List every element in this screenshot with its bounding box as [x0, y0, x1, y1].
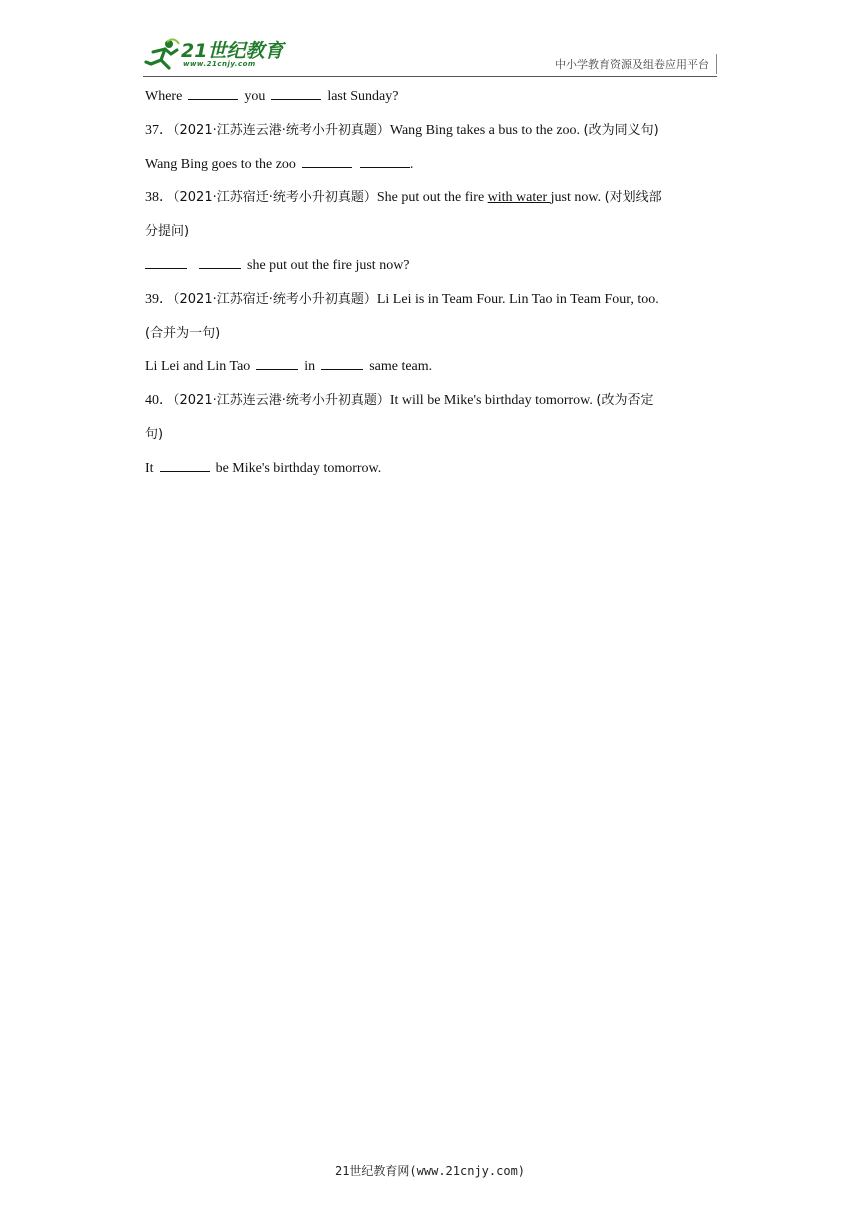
question-source: （2021·江苏宿迁·统考小升初真题）: [173, 291, 377, 307]
question-content: [145, 80, 720, 486]
answer-blank[interactable]: [160, 459, 210, 472]
q37-stem: [145, 114, 720, 148]
question-stem: Li Lei is in Team Four. Lin Tao in Team Four, too.: [376, 291, 659, 307]
answer-blank[interactable]: [321, 357, 363, 370]
answer-word: Where: [145, 89, 183, 104]
question-number: 39．: [145, 291, 173, 307]
answer-blank[interactable]: [256, 357, 298, 370]
question-number: 40．: [145, 393, 173, 409]
q38-stem: [145, 181, 720, 215]
header-tagline: 中小学教育资源及组卷应用平台: [555, 58, 709, 71]
question-stem: She put out the fire: [376, 190, 488, 206]
q38-instruction-cont: [145, 215, 720, 249]
question-instruction: (改为同义句): [583, 122, 659, 138]
question-source: （2021·江苏连云港·统考小升初真题）: [173, 122, 390, 138]
logo-url: www.21cnjy.com: [183, 60, 256, 68]
q40-instruction-cont: [145, 418, 720, 452]
site-logo: [143, 34, 283, 74]
page-footer: 21世纪教育网(www.21cnjy.com): [334, 1164, 526, 1178]
answer-blank[interactable]: [199, 256, 241, 269]
question-source: （2021·江苏宿迁·统考小升初真题）: [173, 190, 377, 206]
answer-text: Li Lei and Lin Tao: [145, 359, 251, 375]
page-header: [143, 34, 717, 77]
answer-blank[interactable]: [271, 87, 321, 100]
question-stem: Wang Bing takes a bus to the zoo.: [389, 122, 584, 138]
question-number: 37．: [145, 122, 173, 138]
q39-stem: [145, 283, 720, 317]
q39-instruction-line: [145, 317, 720, 351]
question-instruction: (改为否定: [596, 393, 654, 409]
answer-text: It: [145, 460, 154, 476]
answer-word: last Sunday?: [327, 89, 399, 104]
answer-text: in: [304, 359, 316, 375]
question-stem-rest: just now.: [550, 190, 605, 206]
answer-word: you: [244, 89, 266, 104]
q36-answer-line: [145, 80, 720, 114]
q40-answer-line: [145, 452, 720, 486]
question-stem: It will be Mike's birthday tomorrow.: [389, 393, 597, 409]
q40-stem: [145, 384, 720, 418]
answer-blank[interactable]: [145, 256, 187, 269]
running-man-logo-icon: [143, 38, 181, 70]
answer-text: Wang Bing goes to the zoo: [145, 156, 296, 172]
tagline-divider: [716, 54, 717, 74]
q37-answer-line: [145, 148, 720, 182]
answer-text: be Mike's birthday tomorrow.: [215, 460, 382, 476]
answer-blank[interactable]: [188, 87, 238, 100]
answer-blank[interactable]: [360, 155, 410, 168]
q38-answer-line: [145, 249, 720, 283]
answer-blank[interactable]: [302, 155, 352, 168]
logo-text: 21世纪教育: [181, 40, 284, 62]
question-instruction: 分提问): [145, 224, 190, 240]
question-instruction: (对划线部: [604, 190, 662, 206]
question-instruction: (合并为一句): [145, 325, 221, 341]
question-number: 38．: [145, 190, 173, 206]
question-instruction: 句): [145, 426, 164, 442]
answer-text: she put out the fire just now?: [247, 257, 410, 273]
underlined-phrase: with water: [487, 190, 551, 206]
answer-end: .: [409, 156, 414, 172]
answer-text: same team.: [369, 359, 433, 375]
q39-answer-line: [145, 350, 720, 384]
question-source: （2021·江苏连云港·统考小升初真题）: [173, 393, 390, 409]
